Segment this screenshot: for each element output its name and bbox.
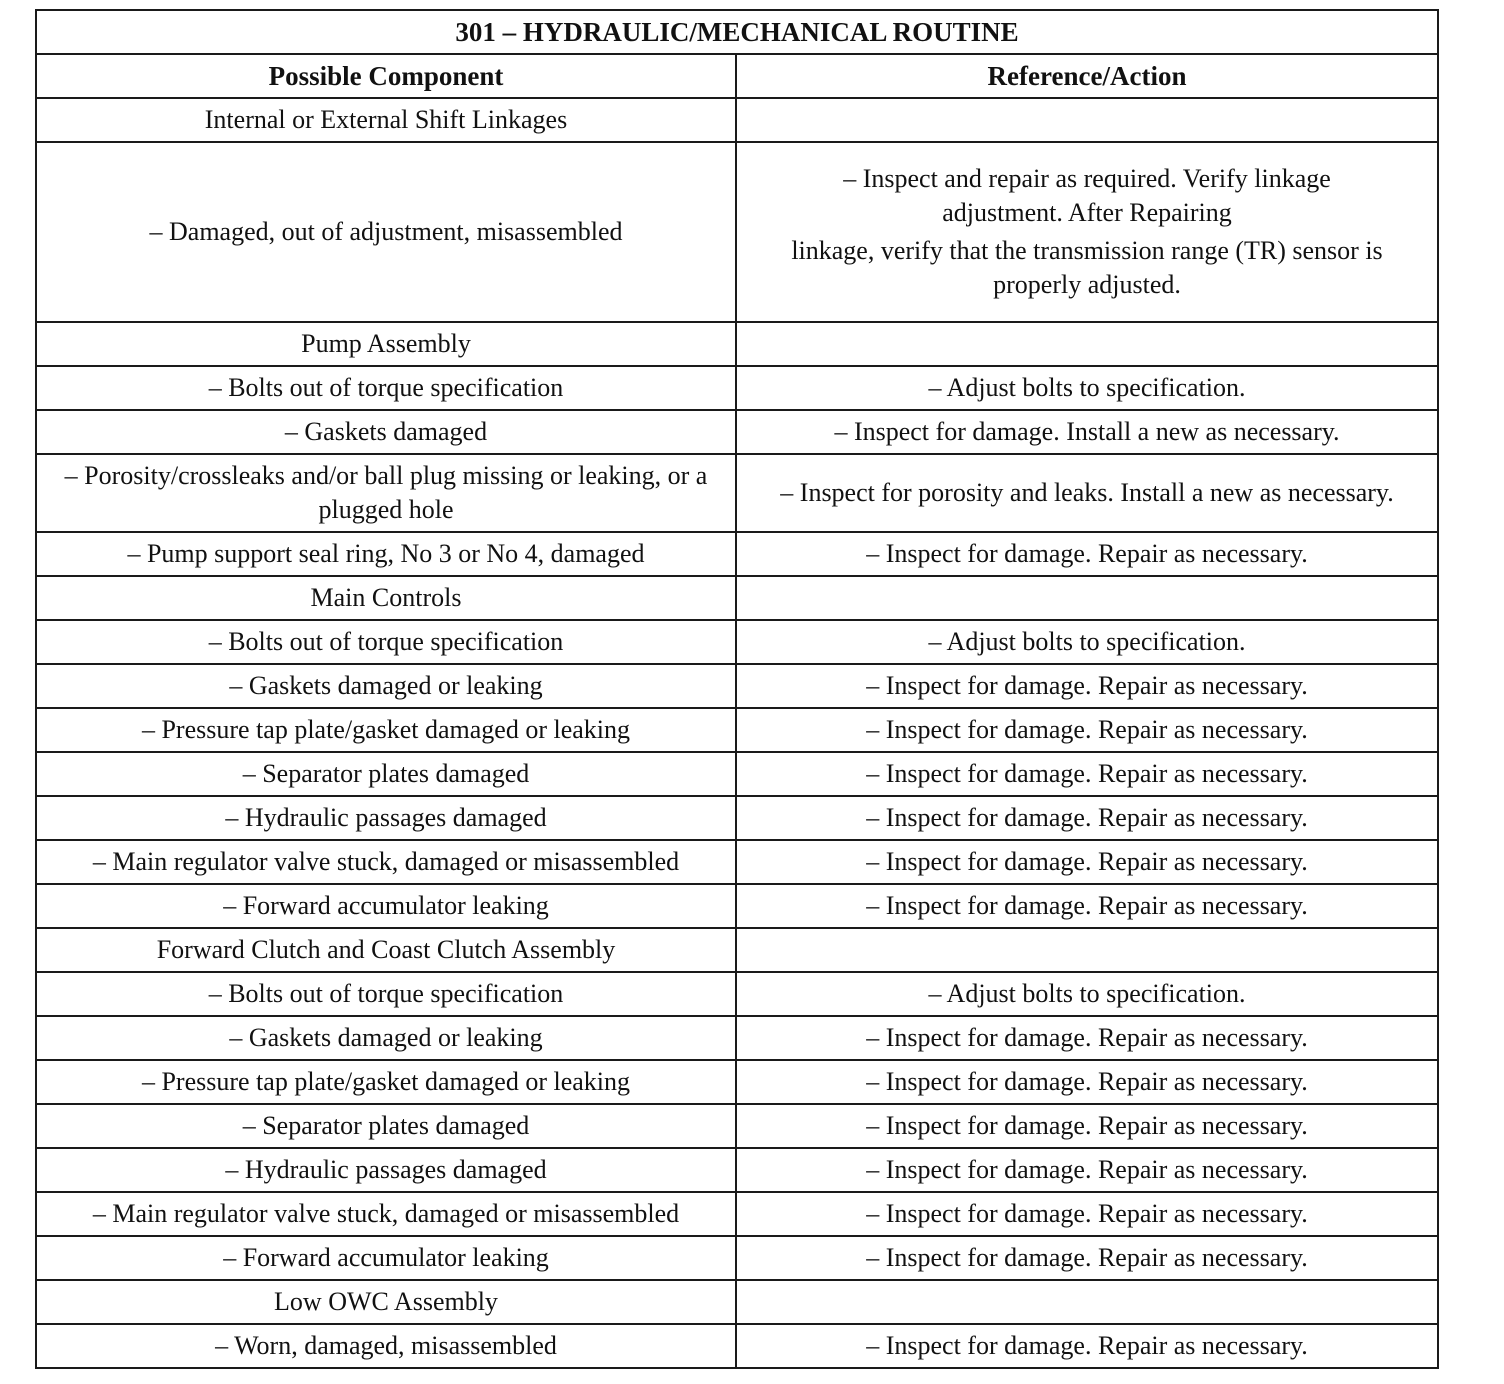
- component-cell: – Gaskets damaged: [36, 410, 736, 454]
- action-cell: [736, 322, 1438, 366]
- action-cell: – Inspect for damage. Install a new as necessary.: [736, 410, 1438, 454]
- action-cell: – Adjust bolts to specification.: [736, 366, 1438, 410]
- action-cell: – Inspect for damage. Repair as necessary.: [736, 796, 1438, 840]
- action-cell: – Inspect for damage. Repair as necessary.: [736, 1324, 1438, 1368]
- routine-table: [35, 9, 1439, 1369]
- component-cell: – Forward accumulator leaking: [36, 884, 736, 928]
- component-cell: Low OWC Assembly: [36, 1280, 736, 1324]
- action-cell: – Inspect for damage. Repair as necessary.: [736, 1016, 1438, 1060]
- table-row: [36, 532, 1438, 576]
- component-cell: Pump Assembly: [36, 322, 736, 366]
- action-cell: – Inspect for damage. Repair as necessary.: [736, 1060, 1438, 1104]
- component-cell: Forward Clutch and Coast Clutch Assembly: [36, 928, 736, 972]
- action-cell: – Inspect for porosity and leaks. Install a new as necessary.: [736, 454, 1438, 532]
- component-cell: – Damaged, out of adjustment, misassembled: [36, 142, 736, 322]
- action-cell: – Inspect for damage. Repair as necessary.: [736, 1192, 1438, 1236]
- action-line: – Inspect and repair as required. Verify linkage: [843, 164, 1331, 193]
- component-cell: – Worn, damaged, misassembled: [36, 1324, 736, 1368]
- table-row: [36, 1236, 1438, 1280]
- action-cell: [736, 1280, 1438, 1324]
- table-row: [36, 1324, 1438, 1368]
- action-cell: – Inspect for damage. Repair as necessary.: [736, 840, 1438, 884]
- title-row: [36, 10, 1438, 54]
- action-cell: – Inspect for damage. Repair as necessary.: [736, 708, 1438, 752]
- table-row: [36, 928, 1438, 972]
- component-cell: – Bolts out of torque specification: [36, 366, 736, 410]
- table-row: [36, 142, 1438, 322]
- table-row: [36, 884, 1438, 928]
- component-cell: – Gaskets damaged or leaking: [36, 1016, 736, 1060]
- table-row: [36, 664, 1438, 708]
- component-cell: Internal or External Shift Linkages: [36, 98, 736, 142]
- component-cell: – Porosity/crossleaks and/or ball plug missing or leaking, or a plugged hole: [36, 454, 736, 532]
- component-cell: – Pressure tap plate/gasket damaged or leaking: [36, 1060, 736, 1104]
- component-cell: – Pump support seal ring, No 3 or No 4, damaged: [36, 532, 736, 576]
- component-cell: – Pressure tap plate/gasket damaged or leaking: [36, 708, 736, 752]
- column-header-action: Reference/Action: [736, 54, 1438, 98]
- table-row: [36, 1016, 1438, 1060]
- table-row: [36, 752, 1438, 796]
- action-cell: [736, 142, 1438, 322]
- action-cell: [736, 576, 1438, 620]
- action-line: linkage, verify that the transmission range (TR) sensor is properly adjusted.: [791, 236, 1383, 299]
- action-cell: [736, 928, 1438, 972]
- component-cell: – Gaskets damaged or leaking: [36, 664, 736, 708]
- component-cell: – Hydraulic passages damaged: [36, 796, 736, 840]
- action-cell: – Inspect for damage. Repair as necessary.: [736, 1236, 1438, 1280]
- table-row: [36, 1280, 1438, 1324]
- component-cell: – Separator plates damaged: [36, 752, 736, 796]
- table-row: [36, 366, 1438, 410]
- table-title: 301 – HYDRAULIC/MECHANICAL ROUTINE: [36, 10, 1438, 54]
- action-cell: – Inspect for damage. Repair as necessary.: [736, 1148, 1438, 1192]
- action-cell: – Adjust bolts to specification.: [736, 972, 1438, 1016]
- table-row: [36, 840, 1438, 884]
- table-row: [36, 620, 1438, 664]
- table-row: [36, 322, 1438, 366]
- action-cell: – Inspect for damage. Repair as necessary.: [736, 664, 1438, 708]
- component-cell: – Hydraulic passages damaged: [36, 1148, 736, 1192]
- component-cell: Main Controls: [36, 576, 736, 620]
- action-cell: – Inspect for damage. Repair as necessary.: [736, 532, 1438, 576]
- action-cell: – Inspect for damage. Repair as necessary.: [736, 1104, 1438, 1148]
- action-cell: – Inspect for damage. Repair as necessary.: [736, 752, 1438, 796]
- action-line: adjustment. After Repairing: [942, 198, 1232, 227]
- table-row: [36, 972, 1438, 1016]
- column-header-component: Possible Component: [36, 54, 736, 98]
- table-row: [36, 1192, 1438, 1236]
- table-row: [36, 1148, 1438, 1192]
- component-cell: – Main regulator valve stuck, damaged or misassembled: [36, 840, 736, 884]
- table-row: [36, 410, 1438, 454]
- component-cell: – Bolts out of torque specification: [36, 972, 736, 1016]
- component-cell: – Main regulator valve stuck, damaged or misassembled: [36, 1192, 736, 1236]
- table-row: [36, 98, 1438, 142]
- table-row: [36, 454, 1438, 532]
- header-row: [36, 54, 1438, 98]
- component-cell: – Separator plates damaged: [36, 1104, 736, 1148]
- action-cell: – Adjust bolts to specification.: [736, 620, 1438, 664]
- table-row: [36, 1104, 1438, 1148]
- table-row: [36, 576, 1438, 620]
- table-row: [36, 708, 1438, 752]
- table-row: [36, 796, 1438, 840]
- component-cell: – Forward accumulator leaking: [36, 1236, 736, 1280]
- action-cell: – Inspect for damage. Repair as necessary.: [736, 884, 1438, 928]
- action-cell: [736, 98, 1438, 142]
- table-row: [36, 1060, 1438, 1104]
- component-cell: – Bolts out of torque specification: [36, 620, 736, 664]
